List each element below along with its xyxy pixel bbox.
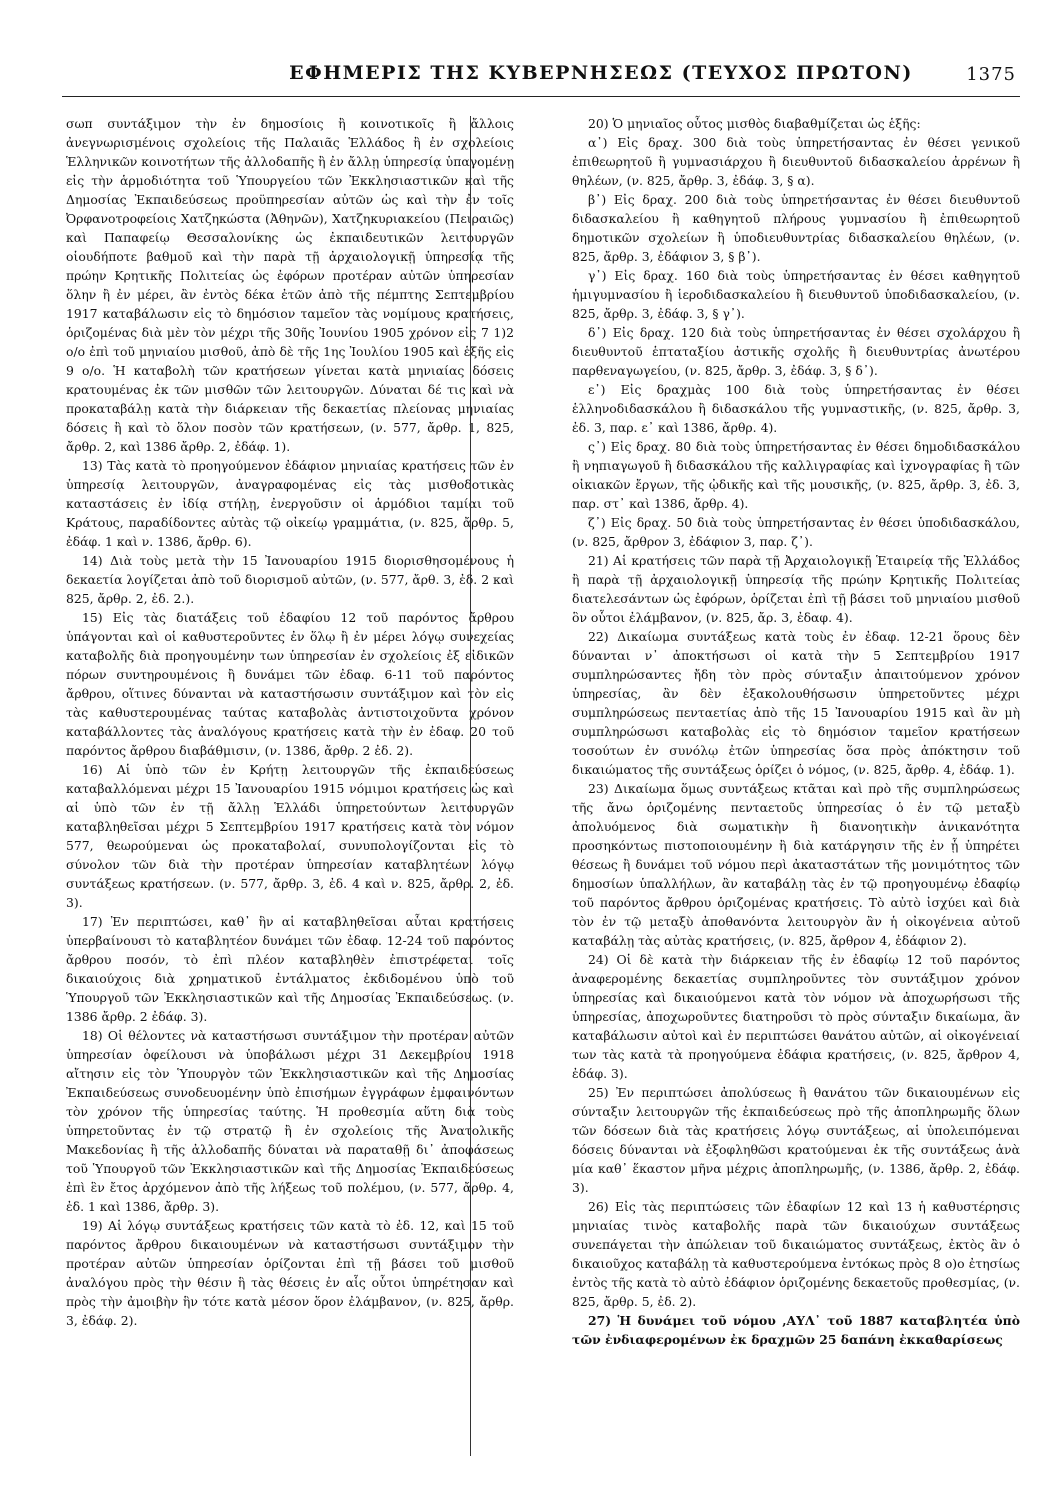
paragraph-22: 22) Δικαίωμα συντάξεως κατὰ τοὺς ἐν ἐδαφ. 12-21 ὅρους δὲν δύνανται ν᾽ ἀποκτήσωσι οἱ κατὰ τὴν 5 Σεπτεμβρίου 1917 συμπληρώσαντες ἤδη τὸν πρὸς σύνταξιν ἀπαιτούμενον χρόνον ὑπηρεσίας, ἂν δὲν ἐξακολουθήσωσιν ὑπηρετοῦντες μέχρι συμπληρώσεως πενταετίας ἀπὸ τῆς 15 Ἰανουαρίου 1915 καὶ ἂν μὴ συμπληρώσωσι καταβολὰς εἰς τὸ δημόσιον ταμεῖον κρατήσεων τοσούτων ἐν συνόλῳ ἐτῶν ὑπηρεσίας ὅσα πρὸς ἀπόκτησιν τοῦ δικαιώματος τῆς συντάξεως ὁρίζει ὁ νόμος, (ν. 825, ἄρθρ. 4, ἐδάφ. 1). (572, 629, 1020, 777)
paragraph-21: 21) Αἱ κρατήσεις τῶν παρὰ τῇ Ἀρχαιολογικῇ Ἑταιρείᾳ τῆς Ἑλλάδος ἢ παρὰ τῇ ἀρχαιολογικῇ ὑπηρεσίᾳ τῆς πρώην Κρητικῆς Πολιτείας διατελεσάντων ὡς ἐφόρων, ὁρίζεται ἐπὶ τῇ βάσει τοῦ μηνιαίου μισθοῦ ὃν οὗτοι ἐλάμβανον, (ν. 825, ἄρ. 3, ἐδαφ. 4). (572, 553, 1020, 625)
paragraph-18: 18) Οἱ θέλοντες νὰ καταστήσωσι συντάξιμον τὴν προτέραν αὐτῶν ὑπηρεσίαν ὀφείλουσι νὰ ὑποβάλωσι μέχρι 31 Δεκεμβρίου 1918 αἴτησιν εἰς τὸν Ὑπουργὸν τῶν Ἐκκλησιαστικῶν καὶ τῆς Δημοσίας Ἐκπαιδεύσεως συνοδευομένην ὑπὸ ἐπισήμων ἐγγράφων ἐμφαινόντων τὸν χρόνον τῆς ὑπηρεσίας ταύτης. Ἡ προθεσμία αὕτη διὰ τοὺς ὑπηρετοῦντας ἐν τῷ στρατῷ ἢ ἐν σχολείοις τῆς Ἀνατολικῆς Μακεδονίας ἢ τῆς ἀλλοδαπῆς δύναται νὰ παραταθῇ δι᾽ ἀποφάσεως τοῦ Ὑπουργοῦ τῶν Ἐκκλησιαστικῶν καὶ τῆς Δημοσίας Ἐκπαιδεύσεως ἐπὶ ἓν ἔτος ἀρχόμενον ἀπὸ τῆς λήξεως τοῦ πολέμου, (ν. 577, ἄρθρ. 4, ἐδ. 1 καὶ 1386, ἄρθρ. 3). (66, 1028, 514, 1214)
paragraph-continuation: σωπ συντάξιμον τὴν ἐν δημοσίοις ἢ κοινοτικοῖς ἢ ἄλλοις ἀνεγνωρισμένοις σχολείοις τῆς Παλαιᾶς Ἑλλάδος ἢ ἐν σχολείοις Ἑλληνικῶν κοινοτήτων τῆς ἀλλοδαπῆς ἢ ἐν ἄλλῃ ὑπηρεσίᾳ ὑπαγομένῃ εἰς τὴν ἁρμοδιότητα τοῦ Ὑπουργείου τῶν Ἐκκλησιαστικῶν καὶ τῆς Δημοσίας Ἐκπαιδεύσεως προϋπηρεσίαν αὐτῶν ὡς καὶ τὴν ἐν τοῖς Ὀρφανοτροφείοις Χατζηκώστα (Ἀθηνῶν), Χατζηκυριακείου (Πειραιῶς) καὶ Παπαφείῳ Θεσσαλονίκης ὡς ἐκπαιδευτικῶν λειτουργῶν οἱουδήποτε βαθμοῦ καὶ τὴν παρὰ τῇ ἀρχαιολογικῇ ὑπηρεσίᾳ τῆς πρώην Κρητικῆς Πολιτείας ὡς ἐφόρων προτέραν αὐτῶν ὑπηρεσίαν ὅλην ἢ ἐν μέρει, ἂν ἐντὸς δέκα ἐτῶν ἀπὸ τῆς πέμπτης Σεπτεμβρίου 1917 καταβάλωσιν εἰς τὸ δημόσιον ταμεῖον τὰς νομίμους κρατήσεις, ὁριζομένας διὰ μὲν τὸν μέχρι τῆς 30ῆς Ἰουνίου 1905 χρόνον εἰς 7 1)2 ο/ο ἐπὶ τοῦ μηνιαίου μισθοῦ, ἀπὸ δὲ τῆς 1ης Ἰουλίου 1905 καὶ ἑξῆς εἰς 9 ο/ο. Ἡ καταβολὴ τῶν κρατήσεων γίνεται κατὰ μηνιαίας δόσεις κρατουμένας ἐκ τῶν μισθῶν τῶν λειτουργῶν. Δύναται δέ τις καὶ νὰ προκαταβάλῃ κατὰ τὴν διάρκειαν τῆς δεκαετίας πλείονας μηνιαίας δόσεις ἢ καὶ τὸ ὅλον ποσὸν τῶν κρατήσεων, (ν. 577, ἄρθρ. 1, 825, ἄρθρ. 2, καὶ 1386 ἄρθρ. 2, ἐδάφ. 1). (66, 116, 514, 454)
paragraph-23: 23) Δικαίωμα ὅμως συντάξεως κτᾶται καὶ πρὸ τῆς συμπληρώσεως τῆς ἄνω ὁριζομένης πενταετοῦς ὑπηρεσίας ὁ ἐν τῷ μεταξὺ ἀπολυόμενος διὰ σωματικὴν ἢ διανοητικὴν ἀνικανότητα προσηκόντως πιστοποιουμένην ἢ διὰ κατάργησιν τῆς ἐν ᾗ ὑπηρέτει θέσεως ἢ δυνάμει τοῦ νόμου περὶ ἀκαταστάτων τῆς μονιμότητος τῶν δημοσίων ὑπαλλήλων, ἂν καταβάλῃ τὰς ἐν τῷ προηγουμένῳ ἐδαφίῳ τοῦ παρόντος ἄρθρου ὁριζομένας κρατήσεις. Τὸ αὐτὸ ἰσχύει καὶ διὰ τὸν ἐν τῷ μεταξὺ ἀποθανόντα λειτουργὸν ἂν ἡ οἰκογένεια αὐτοῦ καταβάλῃ τὰς αὐτὰς κρατήσεις, (ν. 825, ἄρθρον 4, ἐδάφιον 2). (572, 781, 1020, 948)
text-columns (66, 114, 1020, 1460)
paragraph-27: 27) Ἡ δυνάμει τοῦ νόμου ,ΑΥΛ᾽ τοῦ 1887 καταβλητέα ὑπὸ τῶν ἐνδιαφερομένων ἐκ δραχμῶν 25 δαπάνη ἐκκαθαρίσεως (572, 1313, 1020, 1347)
paragraph-20b: β᾽) Εἰς δραχ. 200 διὰ τοὺς ὑπηρετήσαντας ἐν θέσει διευθυντοῦ διδασκαλείου ἢ καθηγητοῦ πλήρους γυμνασίου ἢ ἐπιθεωρητοῦ δημοτικῶν σχολείων ἢ ὑποδιευθυντρίας διδασκαλείου θηλέων, (ν. 825, ἄρθρ. 3, ἐδάφιον 3, § β᾽). (572, 192, 1020, 264)
right-column (572, 114, 1020, 1460)
paragraph-25: 25) Ἐν περιπτώσει ἀπολύσεως ἢ θανάτου τῶν δικαιουμένων εἰς σύνταξιν λειτουργῶν τῆς ἐκπαιδεύσεως πρὸ τῆς ἀποπληρωμῆς ὅλων τῶν δόσεων διὰ τὰς κρατήσεις λόγῳ συντάξεως, αἱ ὑπολειπόμεναι δόσεις δύνανται νὰ ἐξοφληθῶσι κρατούμεναι ἐκ τῆς συντάξεως ἀνὰ μία καθ᾽ ἕκαστον μῆνα μέχρις ἀποπληρωμῆς, (ν. 1386, ἄρθρ. 2, ἐδάφ. 3). (572, 1085, 1020, 1195)
paragraph-17: 17) Ἐν περιπτώσει, καθ᾽ ἣν αἱ καταβληθεῖσαι αὗται κρατήσεις ὑπερβαίνουσι τὸ καταβλητέον δυνάμει τῶν ἐδαφ. 12-24 τοῦ παρόντος ἄρθρου ποσόν, τὸ ἐπὶ πλέον καταβληθὲν ἐπιστρέφεται τοῖς δικαιούχοις διὰ χρηματικοῦ ἐντάλματος ἐκδιδομένου ὑπὸ τοῦ Ὑπουργοῦ τῶν Ἐκκλησιαστικῶν καὶ τῆς Δημοσίας Ἐκπαιδεύσεως. (ν. 1386 ἄρθρ. 2 ἐδάφ. 3). (66, 914, 514, 1024)
paragraph-20st: ς᾽) Εἰς δραχ. 80 διὰ τοὺς ὑπηρετήσαντας ἐν θέσει δημοδιδασκάλου ἢ νηπιαγωγοῦ ἢ διδασκάλου τῆς καλλιγραφίας καὶ ἰχνογραφίας ἢ τῶν οἰκιακῶν ἔργων, τῆς ᾠδικῆς καὶ τῆς μουσικῆς, (ν. 825, ἄρθρ. 3, ἐδ. 3, παρ. στ᾽ καὶ 1386, ἄρθρ. 4). (572, 439, 1020, 511)
paragraph-24: 24) Οἱ δὲ κατὰ τὴν διάρκειαν τῆς ἐν ἐδαφίῳ 12 τοῦ παρόντος ἀναφερομένης δεκαετίας συμπληροῦντες τὸν συντάξιμον χρόνον ὑπηρεσίας καὶ δικαιούμενοι κατὰ τὸν νόμον νὰ ἀποχωρήσωσι τῆς ὑπηρεσίας, ἀποχωροῦντες διατηροῦσι τὸ πρὸς σύνταξιν δικαίωμα, ἂν καταβάλωσιν αὐτοὶ καὶ ἐν περιπτώσει θανάτου αὐτῶν, αἱ οἰκογένειαί των τὰς κατὰ τὰ προηγούμενα ἐδάφια κρατήσεις, (ν. 825, ἄρθρον 4, ἐδάφ. 3). (572, 952, 1020, 1081)
left-column (66, 114, 514, 1460)
paragraph-20z: ζ᾽) Εἰς δραχ. 50 διὰ τοὺς ὑπηρετήσαντας ἐν θέσει ὑποδιδασκάλου, (ν. 825, ἄρθρον 3, ἐδάφιον 3, παρ. ζ᾽). (572, 515, 1020, 549)
gazette-title: ΕΦΗΜΕΡΙΣ ΤΗΣ ΚΥΒΕΡΝΗΣΕΩΣ (ΤΕΥΧΟΣ ΠΡΩΤΟΝ) (289, 62, 913, 84)
paragraph-15: 15) Εἰς τὰς διατάξεις τοῦ ἐδαφίου 12 τοῦ παρόντος ἄρθρου ὑπάγονται καὶ οἱ καθυστεροῦντες ἐν ὅλῳ ἢ ἐν μέρει λόγῳ συνεχείας καταβολῆς διὰ προηγουμένην των ὑπηρεσίαν ἐν σχολείοις ἐξ εἰδικῶν πόρων συντηρουμένοις ἢ δυνάμει τῶν ἐδαφ. 6-11 τοῦ παρόντος ἄρθρου, οἵτινες δύνανται νὰ καταστήσωσιν συντάξιμον καὶ τὸν εἰς τὰς καθυστερουμένας ταύτας καταβολὰς ἀντιστοιχοῦντα χρόνον καταβάλλοντες τὰς ἀναλόγους κρατήσεις κατὰ τὴν ἐν ἐδαφ. 20 τοῦ παρόντος ἄρθρου διαβάθμισιν, (ν. 1386, ἄρθρ. 2 ἐδ. 2). (66, 610, 514, 758)
paragraph-20e: ε᾽) Εἰς δραχμὰς 100 διὰ τοὺς ὑπηρετήσαντας ἐν θέσει ἑλληνοδιδασκάλου ἢ διδασκάλου τῆς γυμναστικῆς, (ν. 825, ἄρθρ. 3, ἐδ. 3, παρ. ε᾽ καὶ 1386, ἄρθρ. 4). (572, 382, 1020, 435)
column-divider (470, 116, 471, 1456)
page-header (62, 60, 1020, 97)
page-number: 1375 (966, 64, 1016, 85)
paragraph-20d: δ᾽) Εἰς δραχ. 120 διὰ τοὺς ὑπηρετήσαντας ἐν θέσει σχολάρχου ἢ διευθυντοῦ ἑπταταξίου ἀστικῆς σχολῆς ἢ διευθυντρίας ἀνωτέρου παρθεναγωγείου, (ν. 825, ἄρθρ. 3, ἐδάφ. 3, § δ᾽). (572, 325, 1020, 378)
paragraph-20: 20) Ὁ μηνιαῖος οὗτος μισθὸς διαβαθμίζεται ὡς ἑξῆς: (588, 116, 921, 131)
paragraph-14: 14) Διὰ τοὺς μετὰ τὴν 15 Ἰανουαρίου 1915 διορισθησομένους ἡ δεκαετία λογίζεται ἀπὸ τοῦ διορισμοῦ αὐτῶν, (ν. 577, ἄρθ. 3, ἐδ. 2 καὶ 825, ἄρθρ. 2, ἐδ. 2.). (66, 553, 514, 606)
paragraph-26: 26) Εἰς τὰς περιπτώσεις τῶν ἐδαφίων 12 καὶ 13 ἡ καθυστέρησις μηνιαίας τινὸς καταβολῆς παρὰ τῶν δικαιούχων συντάξεως συνεπάγεται τὴν ἀπώλειαν τοῦ δικαιώματος συντάξεως, ἐκτὸς ἂν ὁ δικαιοῦχος καταβάλῃ τὰ καθυστερούμενα ἐντόκως πρὸς 8 ο)ο ἐτησίως ἐντὸς τῆς κατὰ τὸ αὐτὸ ἐδάφιον ὁριζομένης δεκαετοῦς προθεσμίας, (ν. 825, ἄρθρ. 5, ἐδ. 2). (572, 1199, 1020, 1309)
paragraph-13: 13) Τὰς κατὰ τὸ προηγούμενον ἐδάφιον μηνιαίας κρατήσεις τῶν ἐν ὑπηρεσίᾳ λειτουργῶν, ἀναγραφομένας εἰς τὰς μισθοδοτικὰς καταστάσεις ἐν ἰδίᾳ στήλῃ, ἐνεργοῦσιν οἱ ἁρμόδιοι ταμίαι τοῦ Κράτους, παραδίδοντες αὐτὰς τῷ οἰκείῳ γραμμάτια, (ν. 825, ἄρθρ. 5, ἐδάφ. 1 καὶ ν. 1386, ἄρθρ. 6). (66, 458, 514, 549)
paragraph-20c: γ᾽) Εἰς δραχ. 160 διὰ τοὺς ὑπηρετήσαντας ἐν θέσει καθηγητοῦ ἡμιγυμνασίου ἢ ἱεροδιδασκαλείου ἢ διευθυντοῦ ὑποδιδασκαλείου, (ν. 825, ἄρθρ. 3, ἐδάφ. 3, § γ᾽). (572, 268, 1020, 321)
paragraph-16: 16) Αἱ ὑπὸ τῶν ἐν Κρήτῃ λειτουργῶν τῆς ἐκπαιδεύσεως καταβαλλόμεναι μέχρι 15 Ἰανουαρίου 1915 νόμιμοι κρατήσεις ὡς καὶ αἱ ὑπὸ τῶν ἐν τῇ ἄλλῃ Ἑλλάδι ὑπηρετούντων λειτουργῶν καταβληθεῖσαι μέχρι 5 Σεπτεμβρίου 1917 κρατήσεις κατὰ τὸν νόμον 577, θεωρούμεναι ὡς προκαταβολαί, συνυπολογίζονται εἰς τὸ σύνολον τῶν διὰ τὴν προτέραν ὑπηρεσίαν καταβλητέων λόγῳ συντάξεως κρατήσεων. (ν. 577, ἄρθρ. 3, ἐδ. 4 καὶ ν. 825, ἄρθρ. 2, ἐδ. 3). (66, 762, 514, 910)
paragraph-19: 19) Αἱ λόγῳ συντάξεως κρατήσεις τῶν κατὰ τὸ ἐδ. 12, καὶ 15 τοῦ παρόντος ἄρθρου δικαιουμένων νὰ καταστήσωσι συντάξιμον τὴν προτέραν αὐτῶν ὑπηρεσίαν ὁρίζονται ἐπὶ τῇ βάσει τοῦ μισθοῦ ἀναλόγου πρὸς τὴν θέσιν ἣ τὰς θέσεις ἐν αἷς οὗτοι ὑπηρέτησαν καὶ πρὸς τὴν ἀμοιβὴν ἣν τότε κατὰ μέσον ὅρον ἐλάμβανον, (ν. 825, ἄρθρ. 3, ἐδάφ. 2). (66, 1218, 514, 1328)
paragraph-20a: α᾽) Εἰς δραχ. 300 διὰ τοὺς ὑπηρετήσαντας ἐν θέσει γενικοῦ ἐπιθεωρητοῦ ἢ γυμνασιάρχου ἢ διευθυντοῦ διδασκαλείου ἀρρένων ἢ θηλέων, (ν. 825, ἄρθρ. 3, ἐδάφ. 3, § α). (572, 135, 1020, 188)
